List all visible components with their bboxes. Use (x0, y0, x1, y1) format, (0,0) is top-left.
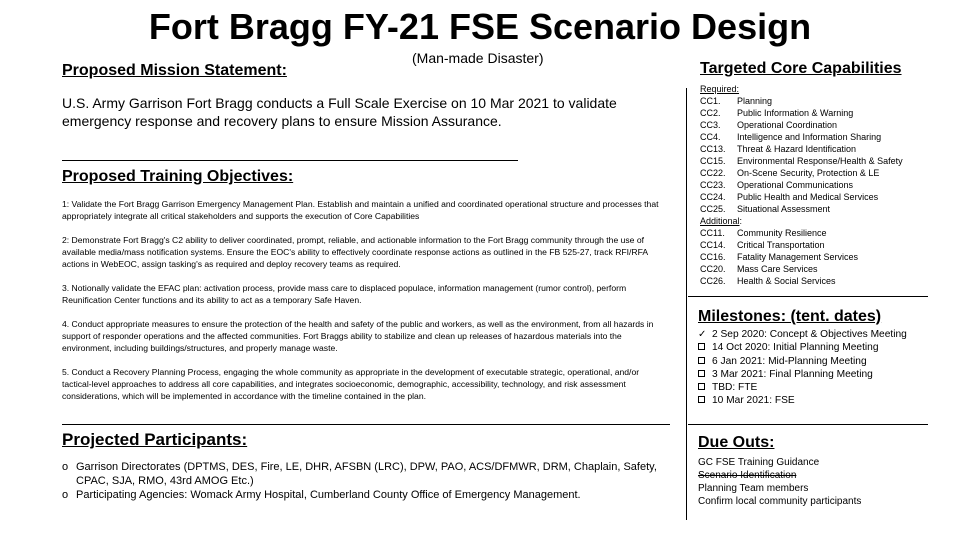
cap-name: Community Resilience (737, 228, 827, 238)
cap-name: Planning (737, 96, 773, 106)
milestones-list (698, 328, 907, 408)
milestone-text: 10 Mar 2021: FSE (712, 395, 795, 407)
cap-name: On-Scene Security, Protection & LE (737, 168, 880, 178)
cap-code: CC26. (700, 276, 726, 286)
cap-code: CC11. (700, 228, 725, 238)
list-item (700, 251, 903, 263)
list-item (700, 203, 903, 215)
cap-code: CC2. (700, 108, 721, 118)
cap-name: Situational Assessment (737, 204, 831, 214)
list-item (700, 107, 903, 119)
check-icon: ✓ (698, 329, 707, 340)
list-item: Scenario Identification (698, 470, 797, 481)
required-label: Required: (700, 84, 740, 94)
cap-name: Health & Social Services (737, 276, 836, 286)
cap-code: CC4. (700, 132, 721, 142)
list-item (698, 368, 907, 381)
objective-item: 1: Validate the Fort Bragg Garrison Emergency Management Plan. Establish and maintain a unified and coordinated operational structure and processes that appropriately integrate all critical stakeholders and supports the execution of Core Capabilities (62, 199, 659, 221)
objective-item: 2: Demonstrate Fort Bragg's C2 ability to deliver coordinated, prompt, reliable, and actionable information to the Fort Bragg community through the use of available media/mass notification systems. Ensure the EOC's ability to effectively coordinate response actions as outlined in the FB 525-27, track RFI/RFA actions in WebEOC, assign tasking's as required and deploy recovery teams as required. (62, 235, 648, 269)
checkbox-icon (698, 394, 712, 407)
participants-list (62, 460, 662, 502)
cap-name: Public Information & Warning (737, 108, 854, 118)
cap-name: Threat & Hazard Identification (737, 144, 857, 154)
list-item (700, 179, 903, 191)
capabilities-list (700, 83, 903, 287)
divider (688, 296, 928, 297)
list-item: GC FSE Training Guidance (698, 457, 820, 468)
cap-name: Operational Coordination (737, 120, 838, 130)
capabilities-heading: Targeted Core Capabilities (700, 60, 902, 77)
checkbox-icon (698, 341, 712, 354)
column-divider (686, 88, 687, 520)
checkbox-icon (698, 381, 712, 394)
list-item: o Garrison Directorates (DPTMS, DES, Fire, LE, DHR, AFSBN (LRC), DPW, PAO, ACS/DFMWR, DRM, Chaplain, Safety, CPAC, SJA, RMO, 43rd AMOG Etc.) (62, 460, 662, 488)
cap-code: CC1. (700, 96, 721, 106)
cap-name: Fatality Management Services (737, 252, 859, 262)
divider (62, 424, 670, 425)
cap-name: Environmental Response/Health & Safety (737, 156, 903, 166)
list-item (698, 394, 907, 407)
cap-code: CC13. (700, 144, 726, 154)
additional-label: Additional (700, 216, 740, 226)
milestone-text: 3 Mar 2021: Final Planning Meeting (712, 368, 873, 380)
cap-name: Mass Care Services (737, 264, 818, 274)
checkbox-icon (698, 355, 712, 368)
cap-code: CC24. (700, 192, 726, 202)
list-item (700, 143, 903, 155)
list-item (700, 167, 903, 179)
cap-code: CC15. (700, 156, 726, 166)
divider (62, 160, 518, 161)
list-item (700, 275, 903, 287)
checkbox-icon (698, 368, 712, 381)
list-item (700, 263, 903, 275)
page-title: Fort Bragg FY-21 FSE Scenario Design (148, 6, 812, 47)
cap-name: Intelligence and Information Sharing (737, 132, 882, 142)
objectives-heading: Proposed Training Objectives: (62, 168, 294, 185)
list-item (700, 227, 903, 239)
participants-heading: Projected Participants: (62, 430, 248, 449)
cap-code: CC3. (700, 120, 721, 130)
list-item: Confirm local community participants (698, 496, 862, 507)
cap-name: Critical Transportation (737, 240, 825, 250)
due-outs-list (698, 456, 861, 508)
list-item (700, 95, 903, 107)
cap-code: CC16. (700, 252, 726, 262)
milestone-text: 2 Sep 2020: Concept & Objectives Meeting (712, 329, 907, 340)
due-outs-heading: Due Outs: (698, 434, 775, 451)
cap-code: CC14. (700, 240, 726, 250)
cap-code: CC23. (700, 180, 726, 190)
additional-label-row: Additional: (700, 216, 743, 226)
list-item (700, 119, 903, 131)
mission-heading: Proposed Mission Statement: (62, 62, 287, 79)
list-item (700, 191, 903, 203)
cap-name: Operational Communications (737, 180, 854, 190)
list-item: o Participating Agencies: Womack Army Hospital, Cumberland County Office of Emergency Management. (62, 488, 662, 502)
cap-name: Public Health and Medical Services (737, 192, 879, 202)
list-item (700, 155, 903, 167)
milestone-text: 6 Jan 2021: Mid-Planning Meeting (712, 355, 867, 367)
list-item (698, 355, 907, 368)
cap-code: CC20. (700, 264, 726, 274)
list-item (698, 381, 907, 394)
list-item (700, 239, 903, 251)
list-item (698, 341, 907, 354)
mission-text: U.S. Army Garrison Fort Bragg conducts a Full Scale Exercise on 10 Mar 2021 to validate emergency response and recovery plans to ensure Mission Assurance. (62, 95, 617, 129)
milestones-heading: Milestones: (tent. dates) (698, 308, 882, 325)
milestone-text: TBD: FTE (712, 382, 758, 394)
divider (688, 424, 928, 425)
cap-code: CC25. (700, 204, 726, 214)
list-item (698, 328, 907, 341)
objective-item: 4. Conduct appropriate measures to ensure the protection of the health and safety of the public and workers, as well as the environment, from all hazards in support of responder operations and the affected communities. Fort Braggs ability to stabilize and clean up releases of hazardous materials into the environment, including buildings/structures, and properly manage waste. (62, 319, 654, 353)
cap-code: CC22. (700, 168, 726, 178)
milestone-text: 14 Oct 2020: Initial Planning Meeting (712, 342, 879, 354)
list-item: Planning Team members (698, 483, 809, 494)
page-subtitle: (Man-made Disaster) (412, 50, 544, 66)
list-item (700, 131, 903, 143)
objective-item: 3. Notionally validate the EFAC plan: activation process, provide mass care to displaced populace, information management (rumor control), perform Reunification Center functions and its ability to act as a temporary Safe Haven. (62, 283, 627, 305)
objective-item: 5. Conduct a Recovery Planning Process, engaging the whole community as appropriate in the development of executable strategic, operational, and/or tactical-level approaches to address all core capabilities, and integrates socioeconomic, demographic, accessibility, technology, and risk assessment considerations, which will be implemented in accordance with the timeline contained in the plan. (62, 367, 640, 401)
